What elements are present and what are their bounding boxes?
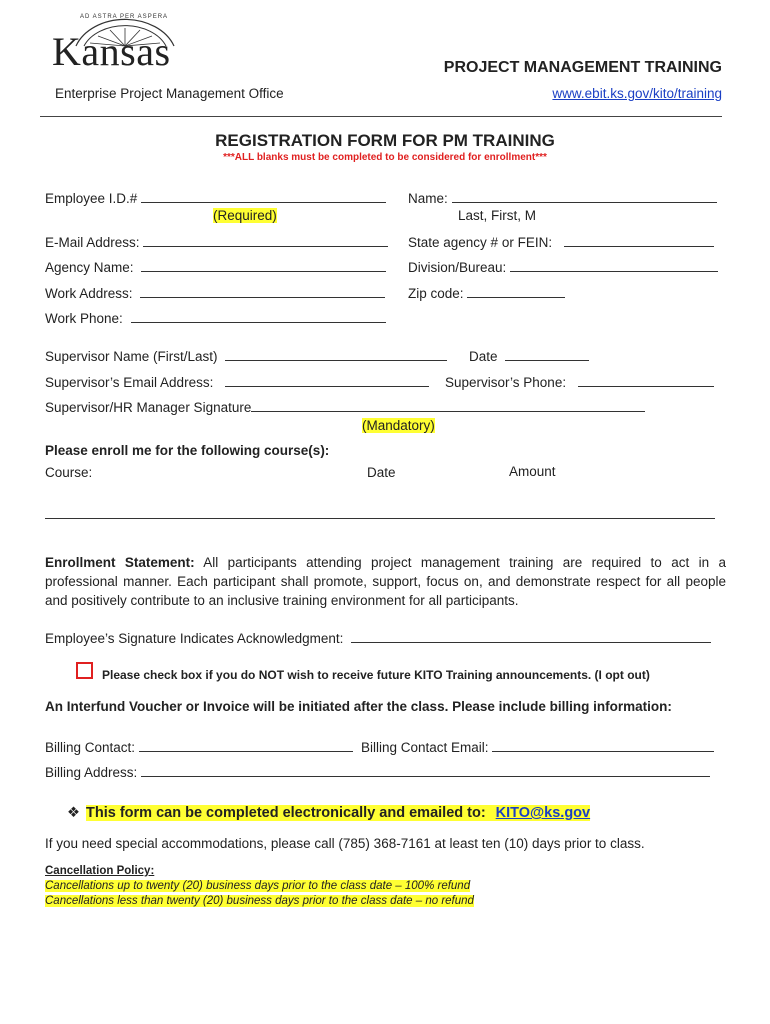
- work-address-field[interactable]: [45, 285, 385, 301]
- supervisor-signature-field[interactable]: [45, 399, 645, 415]
- diamond-bullet-icon: ❖: [67, 805, 80, 821]
- supervisor-date-field[interactable]: [469, 348, 589, 364]
- mandatory-note: (Mandatory): [362, 418, 435, 433]
- cancellation-line-2: Cancellations less than twenty (20) business days prior to the class date – no refund: [45, 895, 474, 907]
- kito-email-link[interactable]: KITO@ks.gov: [495, 805, 591, 821]
- work-phone-line[interactable]: [131, 310, 386, 323]
- employee-id-line[interactable]: [141, 190, 386, 203]
- division-field[interactable]: [408, 259, 718, 275]
- supervisor-phone-field[interactable]: [445, 374, 714, 390]
- supervisor-name-field[interactable]: [45, 348, 447, 364]
- zip-line[interactable]: [467, 285, 565, 298]
- cancellation-line-1: Cancellations up to twenty (20) business days prior to the class date – 100% refund: [45, 880, 471, 892]
- agency-name-field[interactable]: [45, 259, 386, 275]
- form-subtitle: ***ALL blanks must be completed to be considered for enrollment***: [223, 152, 547, 163]
- enrollment-text: All participants attending project management training are required to act in a professional manner. Each participant shall promote, support, focus on, and demonstrate respect for all people and positively contribute to an inclusive training environment for all participants.: [45, 555, 726, 608]
- agency-name-line[interactable]: [141, 259, 386, 272]
- program-title: PROJECT MANAGEMENT TRAINING: [443, 59, 722, 76]
- work-phone-label: Work Phone:: [45, 311, 123, 326]
- supervisor-signature-label: Supervisor/HR Manager Signature: [45, 400, 252, 415]
- seal-text: AD ASTRA PER ASPERA: [80, 14, 169, 20]
- electronic-spacer: [486, 805, 496, 821]
- cancellation-heading: Cancellation Policy:: [45, 865, 155, 877]
- electronic-text: This form can be completed electronically and emailed to:: [86, 805, 486, 821]
- state-agency-field[interactable]: [408, 234, 714, 250]
- header-divider: [40, 116, 722, 117]
- billing-contact-field[interactable]: [45, 739, 353, 755]
- supervisor-phone-line[interactable]: [578, 374, 714, 387]
- billing-address-field[interactable]: [45, 764, 710, 780]
- supervisor-email-line[interactable]: [225, 374, 429, 387]
- amount-column-label: Amount: [509, 464, 556, 479]
- course-column-label: Course:: [45, 465, 92, 480]
- accommodations-note: If you need special accommodations, please call (785) 368-7161 at least ten (10) days prior to class.: [45, 836, 645, 851]
- agency-name-label: Agency Name:: [45, 260, 134, 275]
- billing-address-line[interactable]: [141, 764, 710, 777]
- form-title: REGISTRATION FORM FOR PM TRAINING: [215, 131, 555, 150]
- acknowledgment-field[interactable]: [45, 630, 711, 646]
- supervisor-email-field[interactable]: [45, 374, 429, 390]
- division-line[interactable]: [510, 259, 718, 272]
- email-line[interactable]: [143, 234, 388, 247]
- billing-contact-line[interactable]: [139, 739, 353, 752]
- supervisor-email-label: Supervisor’s Email Address:: [45, 375, 214, 390]
- name-field[interactable]: [408, 190, 717, 206]
- billing-email-label: Billing Contact Email:: [361, 740, 489, 755]
- employee-id-field[interactable]: [45, 190, 386, 206]
- billing-address-label: Billing Address:: [45, 765, 138, 780]
- email-field[interactable]: [45, 234, 388, 250]
- email-label: E-Mail Address:: [45, 235, 140, 250]
- office-name: Enterprise Project Management Office: [55, 86, 284, 101]
- opt-out-checkbox[interactable]: [76, 662, 93, 679]
- work-phone-field[interactable]: [45, 310, 386, 326]
- supervisor-phone-label: Supervisor’s Phone:: [445, 375, 567, 390]
- enrollment-statement: [45, 553, 726, 610]
- division-label: Division/Bureau:: [408, 260, 507, 275]
- zip-field[interactable]: [408, 285, 565, 301]
- course-entry-line[interactable]: [45, 508, 715, 519]
- enrollment-label: Enrollment Statement:: [45, 555, 195, 570]
- date-column-label: Date: [367, 465, 396, 480]
- name-line[interactable]: [452, 190, 717, 203]
- billing-email-field[interactable]: [361, 739, 714, 755]
- employee-id-label: Employee I.D.#: [45, 191, 138, 206]
- opt-out-label: Please check box if you do NOT wish to receive future KITO Training announcements. (I opt out): [102, 668, 650, 682]
- kansas-logo: Kansas: [52, 29, 171, 74]
- billing-contact-label: Billing Contact:: [45, 740, 136, 755]
- electronic-note: [67, 805, 590, 821]
- acknowledgment-label: Employee’s Signature Indicates Acknowledgment:: [45, 631, 344, 646]
- supervisor-date-label: Date: [469, 349, 498, 364]
- acknowledgment-line[interactable]: [351, 630, 711, 643]
- courses-heading: Please enroll me for the following course(s):: [45, 443, 330, 458]
- name-hint: Last, First, M: [458, 208, 537, 223]
- state-agency-label: State agency # or FEIN:: [408, 235, 553, 250]
- billing-email-line[interactable]: [492, 739, 714, 752]
- work-address-line[interactable]: [140, 285, 385, 298]
- state-agency-line[interactable]: [564, 234, 714, 247]
- name-label: Name:: [408, 191, 448, 206]
- training-url-link[interactable]: www.ebit.ks.gov/kito/training: [552, 86, 722, 101]
- zip-label: Zip code:: [408, 286, 464, 301]
- supervisor-name-line[interactable]: [225, 348, 447, 361]
- supervisor-date-line[interactable]: [505, 348, 589, 361]
- work-address-label: Work Address:: [45, 286, 133, 301]
- billing-heading: An Interfund Voucher or Invoice will be initiated after the class. Please include billing information:: [45, 699, 672, 714]
- required-note: (Required): [213, 208, 277, 223]
- supervisor-name-label: Supervisor Name (First/Last): [45, 349, 218, 364]
- supervisor-signature-line[interactable]: [251, 399, 645, 412]
